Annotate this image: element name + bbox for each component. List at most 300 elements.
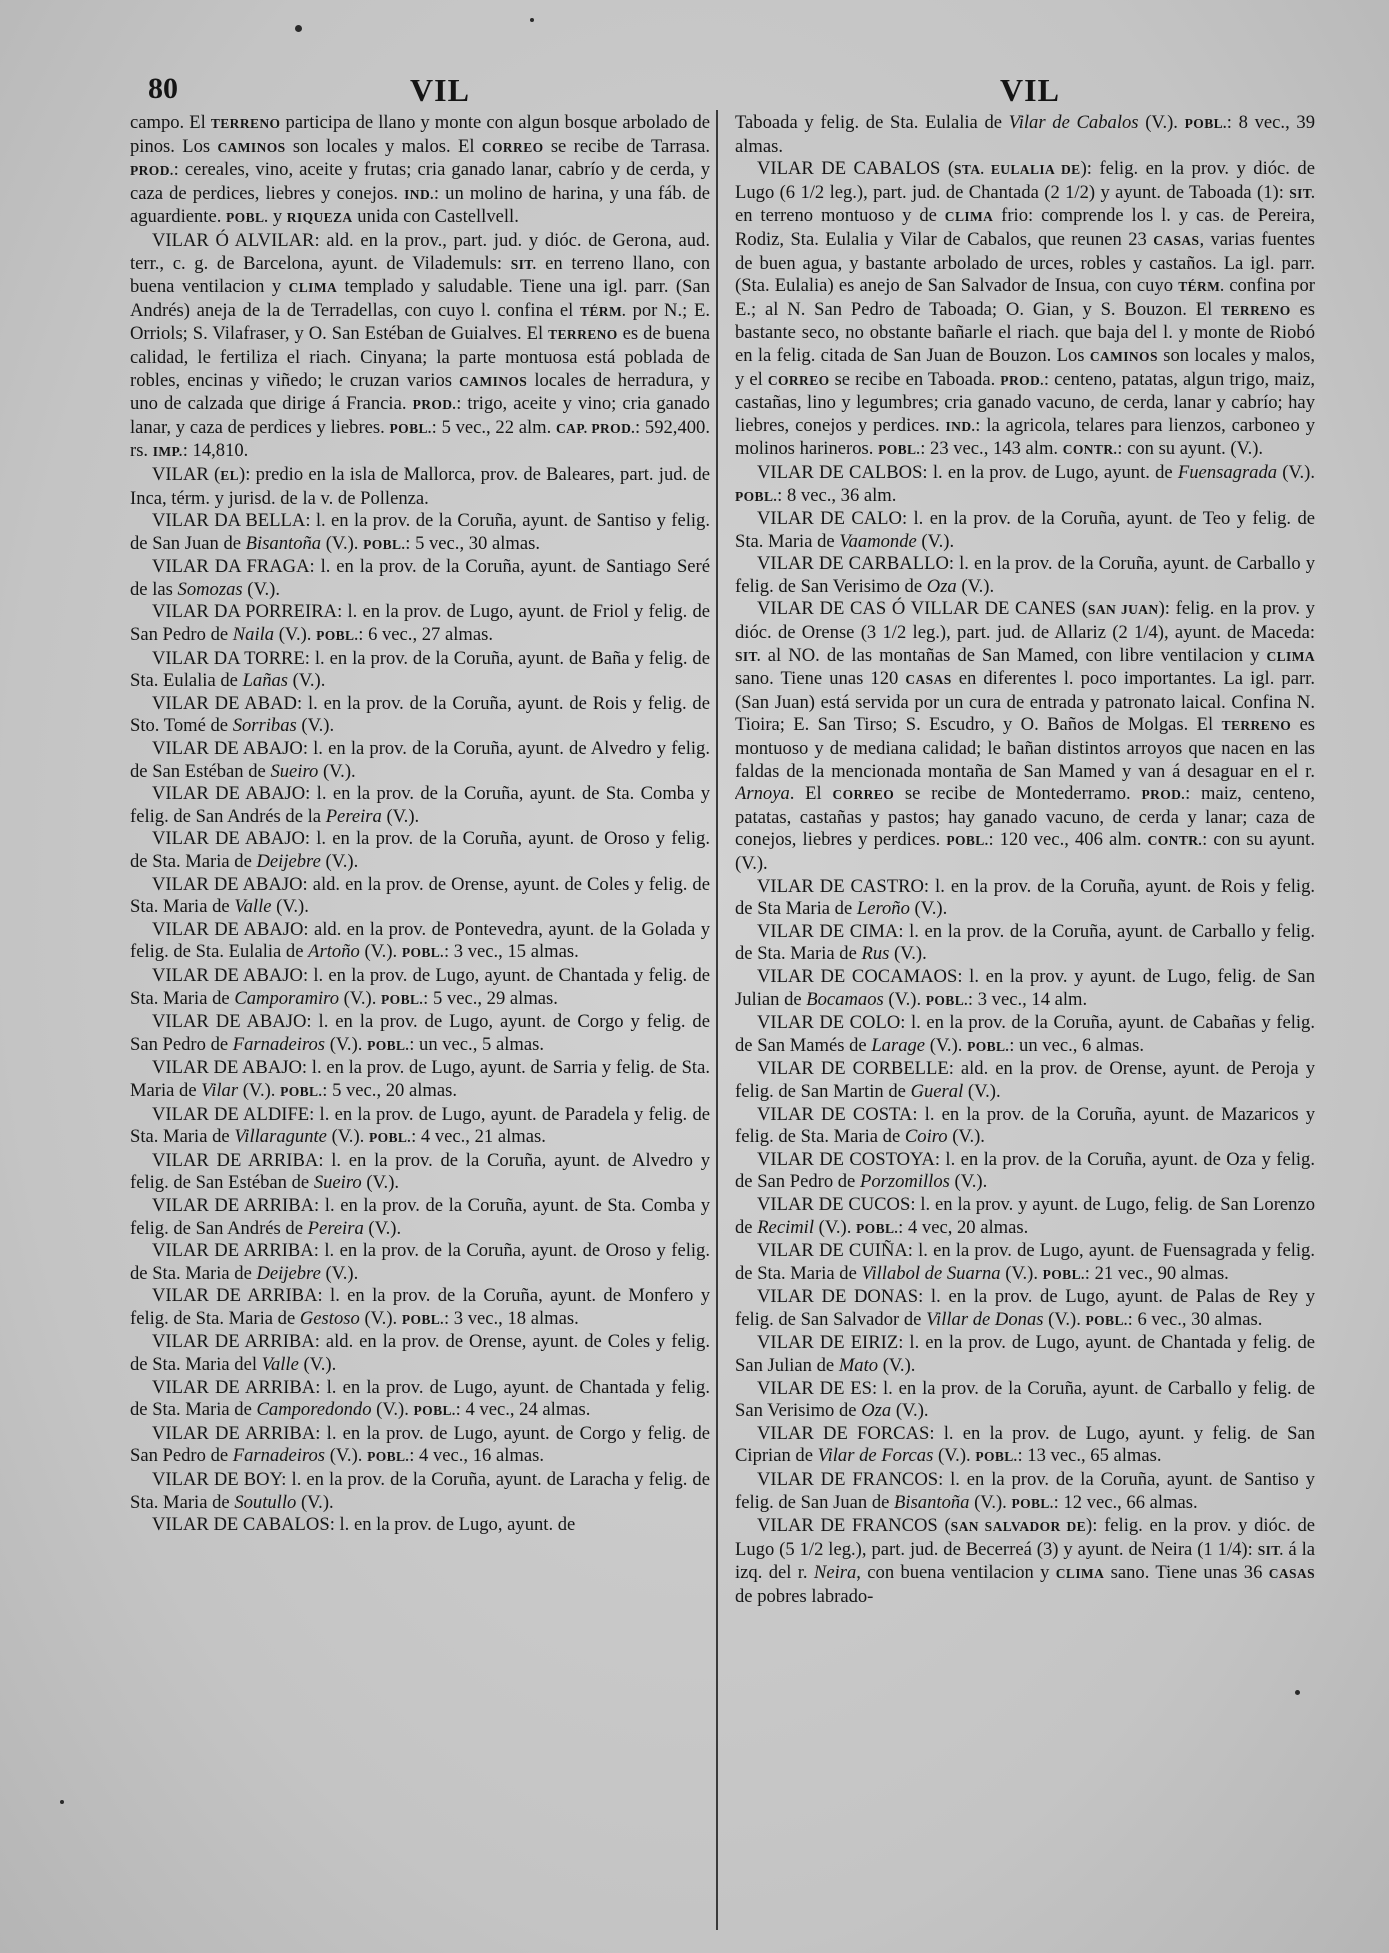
cross-reference: Deijebre xyxy=(256,851,321,872)
entry-text: (V.). xyxy=(1138,112,1185,133)
abbreviation: SAN SALVADOR DE xyxy=(950,1519,1087,1535)
abbreviation: EL xyxy=(220,467,240,483)
dictionary-entry xyxy=(130,1331,710,1376)
cross-reference: Somozas xyxy=(177,578,243,600)
entry-text: : l. en la prov. de la Coruña, ayunt. de Sta. Comba y felig. de San Andrés de la xyxy=(130,783,710,827)
abbreviation: POBL. xyxy=(226,210,269,226)
entry-text: : l. en la prov. de Lugo, ayunt. de xyxy=(329,1514,576,1536)
entry-text: : l. en la prov. de Lugo, ayunt. de Palas de Rey y felig. de San Salvador de xyxy=(735,1286,1315,1330)
cross-reference: Sorribas xyxy=(232,715,297,737)
entry-text: : l. en la prov. de la Coruña, ayunt. de Alvedro y felig. de San Estéban de xyxy=(130,1149,710,1194)
dictionary-entry xyxy=(130,738,710,783)
abbreviation: POBL. xyxy=(1042,1266,1085,1282)
cross-reference: Sueiro xyxy=(313,1172,362,1194)
entry-text: (V.). xyxy=(947,1126,985,1148)
entry-headword: VILAR Ó ALVILAR xyxy=(152,229,315,251)
abbreviation: POBL. xyxy=(1011,1495,1054,1511)
dictionary-entry xyxy=(735,1286,1315,1332)
entry-text: (V.). xyxy=(359,941,402,963)
entry-text: es de buena calidad, le fertiliza el riach. Cinyana; la parte montuosa está poblada de robles, encinas y viñedo; le cruzan varios xyxy=(130,323,710,391)
entry-text: : 21 vec., 90 almas. xyxy=(1084,1262,1229,1284)
entry-headword: VILAR DE COSTOYA xyxy=(757,1148,935,1170)
cross-reference: Larage xyxy=(871,1034,926,1056)
entry-text: (V.). xyxy=(909,898,948,920)
entry-headword: VILAR DE ARRIBA xyxy=(152,1422,316,1444)
entry-text: : l. en la prov. de la Coruña, ayunt. de Santiago Seré de las xyxy=(130,556,710,600)
entry-text: en terreno llano, con buena ventilacion y xyxy=(130,252,710,298)
entry-headword: VILAR DE ARRIBA xyxy=(152,1331,315,1353)
entry-text: , varias fuentes de buen agua, y bastante arbolado de urces, robles y castaños. La igl. parr. (Sta. Eulalia) es anejo de San Salvador de Insua, con cuyo xyxy=(735,228,1315,297)
dictionary-entry xyxy=(735,1332,1315,1377)
entry-headword: VILAR DA TORRE xyxy=(152,647,305,669)
cross-reference: Vilar de Forcas xyxy=(817,1445,934,1467)
entry-text: : un vec., 5 almas. xyxy=(409,1033,544,1055)
entry-text: : ald. en la prov. de Orense, ayunt. de Coles y felig. de Sta. Maria del xyxy=(130,1331,710,1376)
abbreviation: CASAS xyxy=(1268,1566,1315,1582)
entry-text: (V.). xyxy=(296,1491,334,1513)
entry-text: (V.). xyxy=(326,1126,369,1148)
entry-headword: VILAR DE CASTRO xyxy=(757,875,924,897)
entry-text: (V.). xyxy=(320,851,359,872)
entry-text: : l. en la prov. de Lugo, ayunt. y felig. de San Ciprian de xyxy=(735,1422,1315,1467)
entry-text: : 120 vec., 406 alm. xyxy=(988,829,1148,851)
cross-reference: Bisantoña xyxy=(894,1491,970,1513)
abbreviation: POBL. xyxy=(368,1130,412,1146)
entry-headword: VILAR DE EIRIZ xyxy=(757,1332,899,1354)
abbreviation: POBL. xyxy=(367,1449,410,1465)
entry-text: : 14,810. xyxy=(182,440,249,462)
entry-headword: VILAR DE COLO xyxy=(757,1012,901,1034)
abbreviation: POBL. xyxy=(367,1037,410,1053)
entry-headword: VILAR DE DONAS xyxy=(757,1286,919,1308)
entry-headword: VILAR DE ARRIBA xyxy=(152,1149,319,1171)
entry-text: : l. en la prov. de Lugo, ayunt. de Chantada y felig. de Sta. Maria de xyxy=(130,1376,710,1421)
entry-text: (V.). xyxy=(1043,1308,1086,1330)
abbreviation: POBL. xyxy=(967,1038,1010,1054)
abbreviation: PROD. xyxy=(130,163,174,179)
entry-headword: VILAR DE ARRIBA xyxy=(152,1240,314,1262)
entry-text: ): felig. en la prov. y dióc. de Lugo (6 1/2 leg.), part. jud. de Chantada (2 1/2) y ayunt. de Taboada (1): xyxy=(735,158,1315,203)
abbreviation: POBL. xyxy=(381,991,424,1007)
entry-text: : l. en la prov. de la Coruña, ayunt. de Cabañas y felig. de San Mamés de xyxy=(735,1012,1315,1056)
abbreviation: POBL. xyxy=(735,488,778,504)
abbreviation: POBL. xyxy=(946,833,989,849)
entry-text: : 4 vec., 24 almas. xyxy=(455,1399,591,1421)
entry-text: : 6 vec., 27 almas. xyxy=(358,624,494,646)
entry-text: campo. El xyxy=(130,112,211,133)
abbreviation: POBL. xyxy=(401,945,444,961)
cross-reference: Sueiro xyxy=(270,760,319,782)
abbreviation: TERRENO xyxy=(1221,718,1292,734)
abbreviation: CLIMA xyxy=(944,209,994,225)
abbreviation: IND. xyxy=(945,418,976,434)
entry-headword: VILAR DA PORREIRA xyxy=(152,601,338,623)
entry-headword: VILAR DE ABAJO xyxy=(152,964,303,986)
entry-text: (V.). xyxy=(271,896,309,918)
dictionary-entry xyxy=(130,783,710,828)
entry-text: : maiz, centeno, patatas, castañas y pastos; hay ganado vacuno, de cerda y lanar; caza de conejos, liebres y perdices. xyxy=(735,783,1315,851)
abbreviation: PROD. xyxy=(1141,787,1186,803)
entry-text: (V.). xyxy=(889,943,927,965)
entry-headword: VILAR DE ABAJO xyxy=(152,783,306,805)
column-divider xyxy=(716,110,718,1930)
entry-text: : l. en la prov. de Lugo, ayunt. de Chantada y felig. de San Julian de xyxy=(735,1332,1315,1377)
entry-text: : ald. en la prov. de Orense, ayunt. de Coles y felig. de Sta. Maria de xyxy=(130,873,710,918)
entry-headword: VILAR DE ABAJO xyxy=(152,1057,302,1079)
entry-text: : l. en la prov. de la Coruña, ayunt. de Laracha y felig. de Sta. Maria de xyxy=(130,1469,710,1513)
entry-text: ( xyxy=(1076,598,1088,620)
cross-reference: Villabol de Suarna xyxy=(861,1262,1001,1284)
cross-reference: Vilar de Cabalos xyxy=(1008,112,1139,133)
entry-text: : l. en la prov. de Lugo, ayunt. de Fuensagrada y felig. de Sta. Maria de xyxy=(735,1240,1315,1284)
entry-text: : 6 vec., 30 almas. xyxy=(1127,1308,1263,1330)
entry-text: son locales y malos. El xyxy=(285,135,482,157)
entry-text: (V.). xyxy=(274,624,317,646)
entry-text: : cereales, vino, aceite y frutas; cria ganado lanar, cabrío y de cerda, y caza de perdices, liebres y conejos. xyxy=(130,159,710,204)
entry-text: : 8 vec., 36 alm. xyxy=(777,484,897,506)
abbreviation: TÉRM. xyxy=(579,303,626,319)
paper-speck xyxy=(295,25,302,32)
dictionary-entry xyxy=(735,1469,1315,1515)
dictionary-entry xyxy=(735,966,1315,1012)
dictionary-entry xyxy=(130,648,710,693)
abbreviation: CLIMA xyxy=(1055,1566,1105,1582)
entry-headword: VILAR xyxy=(152,463,209,485)
abbreviation: SIT. xyxy=(1289,185,1315,201)
cross-reference: Coiro xyxy=(904,1126,948,1148)
abbreviation: SAN JUAN xyxy=(1087,602,1159,618)
entry-headword: VILAR DE CALO xyxy=(757,508,902,530)
cross-reference: Fuensagrada xyxy=(1177,461,1278,483)
entry-text: : 23 vec., 143 alm. xyxy=(920,438,1063,460)
cross-reference: Bisantoña xyxy=(245,532,322,554)
entry-headword: VILAR DE COCAMAOS xyxy=(757,965,958,987)
entry-text: : 4 vec., 21 almas. xyxy=(411,1126,546,1148)
entry-text: (V.). xyxy=(288,670,326,692)
cross-reference: Oza xyxy=(861,1400,892,1422)
cross-reference: Camporamiro xyxy=(234,987,340,1009)
cross-reference: Lañas xyxy=(242,670,289,692)
entry-headword: VILAR DE COSTA xyxy=(757,1103,913,1125)
dictionary-entry xyxy=(130,1104,710,1150)
entry-headword: VILAR DE ABAJO xyxy=(152,738,303,760)
cross-reference: Mato xyxy=(838,1355,879,1377)
abbreviation: CONTR. xyxy=(1147,833,1203,849)
dictionary-entry xyxy=(130,464,710,510)
entry-headword: VILAR DE CUCOS xyxy=(757,1193,911,1215)
entry-text: : l. en la prov. de la Coruña, ayunt. de Sta. Comba y felig. de San Andrés de xyxy=(130,1194,710,1239)
entry-headword: VILAR DE FRANCOS xyxy=(757,1469,939,1491)
entry-text: ): predio en la isla de Mallorca, prov. de Baleares, part. jud. de Inca, térm. y jurisd. de la v. de Pollenza. xyxy=(130,463,710,509)
entry-text: : 4 vec., 16 almas. xyxy=(409,1445,544,1467)
cross-reference: Recimil xyxy=(757,1216,814,1238)
entry-text: (V.). xyxy=(925,1034,968,1056)
dictionary-entry xyxy=(130,1240,710,1285)
dictionary-entry xyxy=(130,693,710,738)
entry-text: : l. en la prov. de la Coruña, ayunt. de Rois y felig. de Sto. Tomé de xyxy=(130,692,710,737)
entry-text: ): felig. en la prov. y dióc. de Orense (3 1/2 leg.), part. jud. de Allariz (2 1/4), ayunt. de Maceda: xyxy=(735,598,1315,644)
paper-speck xyxy=(60,1800,64,1804)
abbreviation: TERRENO xyxy=(210,116,281,131)
entry-headword: VILAR DE FORCAS xyxy=(757,1422,930,1444)
entry-text: sano. Tiene unas 36 xyxy=(1104,1562,1269,1584)
entry-text: : l. en la prov. de la Coruña, ayunt. de Teo y felig. de Sta. Maria de xyxy=(735,508,1315,552)
entry-text: (V.). xyxy=(878,1355,916,1377)
entry-text: ): felig. en la prov. y dióc. de Lugo (5 1/2 leg.), part. jud. de Becerreá (3) y ayunt. de Neira (1 1/4): xyxy=(735,1515,1315,1560)
abbreviation: CORREO xyxy=(481,139,544,155)
dictionary-entry xyxy=(130,919,710,965)
entry-text: : l. en la prov. y ayunt. de Lugo, felig. de San Julian de xyxy=(735,965,1315,1010)
dictionary-entry xyxy=(735,1515,1315,1608)
abbreviation: TERRENO xyxy=(1221,302,1291,318)
paper-speck xyxy=(1295,1690,1300,1695)
abbreviation: POBL. xyxy=(856,1220,899,1236)
entry-text: (V.). xyxy=(963,1080,1001,1102)
dictionary-entry xyxy=(735,1058,1315,1103)
abbreviation: STA. EULALIA DE xyxy=(954,162,1081,178)
abbreviation: IND. xyxy=(404,186,434,202)
entry-text: (V.). xyxy=(933,1445,976,1467)
entry-text: (V.). xyxy=(814,1216,857,1238)
right-column xyxy=(735,112,1315,1927)
entry-text: : trigo, aceite y vino; cria ganado lanar, y caza de perdices y liebres. xyxy=(130,393,710,438)
cross-reference: Deijebre xyxy=(256,1262,321,1284)
entry-text: : 5 vec., 30 almas. xyxy=(405,532,541,554)
entry-text: se recibe en Taboada. xyxy=(829,368,1001,390)
abbreviation: TÉRM. xyxy=(1178,279,1225,295)
running-head-left: VIL xyxy=(410,72,470,108)
entry-continuation xyxy=(130,112,710,230)
cross-reference: Farnadeiros xyxy=(232,1445,326,1467)
cross-reference: Pereira xyxy=(325,805,382,827)
page-header xyxy=(0,72,1389,112)
dictionary-entry xyxy=(735,553,1315,598)
entry-text: locales de herradura, y uno de calzada que dirige á Francia. xyxy=(130,369,710,415)
entry-text: (V.). xyxy=(883,988,926,1010)
abbreviation: CAP. PROD. xyxy=(556,420,635,436)
dictionary-entry xyxy=(735,1149,1315,1194)
entry-headword: VILAR DE BOY xyxy=(152,1469,282,1491)
abbreviation: SIT. xyxy=(1257,1542,1284,1558)
entry-headword: VILAR DE CIMA xyxy=(757,920,899,942)
entry-headword: VILAR DA BELLA xyxy=(152,510,306,532)
entry-text: : l. en la prov. de Lugo, ayunt. de Corgo y felig. de San Pedro de xyxy=(130,1011,710,1055)
entry-text: en diferentes l. poco importantes. La igl. parr. (San Juan) está servida por un cura de entrada y patronato laical. Confina N. Tioira; E. San Tirso; S. Escudro, y O. Baños de Molgas. El xyxy=(735,668,1315,736)
abbreviation: PROD. xyxy=(412,397,457,413)
entry-text: : l. en la prov. de la Coruña, ayunt. de Monfero y felig. de Sta. Maria de xyxy=(130,1285,710,1329)
abbreviation: CASAS xyxy=(905,672,952,688)
dictionary-entry xyxy=(130,1285,710,1331)
abbreviation: POBL. xyxy=(975,1449,1018,1465)
entry-text: son locales y malos, y el xyxy=(735,344,1315,390)
entry-text: se recibe de Tarrasa. xyxy=(543,135,710,157)
cross-reference: Oza xyxy=(926,575,957,597)
abbreviation: PROD. xyxy=(1000,372,1044,388)
entry-text: : 12 vec., 66 almas. xyxy=(1053,1491,1198,1513)
dictionary-entry xyxy=(130,601,710,647)
entry-text: templado y saludable. Tiene una igl. parr. (San Andrés) aneja de la de Terradellas, con cuyo l. confina el xyxy=(130,276,710,321)
abbreviation: CLIMA xyxy=(288,280,338,296)
entry-text: ( xyxy=(940,158,955,180)
entry-text: : ald. en la prov. de Orense, ayunt. de Peroja y felig. de San Martin de xyxy=(735,1058,1315,1102)
cross-reference: Vaamonde xyxy=(839,530,917,552)
abbreviation: CORREO xyxy=(832,787,895,803)
cross-reference: Farnadeiros xyxy=(232,1033,326,1055)
dictionary-entry xyxy=(130,1011,710,1057)
entry-text: participa de llano y monte con algun bosque arbolado de pinos. Los xyxy=(130,112,710,157)
cross-reference: Valle xyxy=(234,896,272,918)
abbreviation: CLIMA xyxy=(1266,648,1315,664)
entry-text: de pobres labrado- xyxy=(735,1586,874,1607)
entry-text: se recibe de Montederramo. xyxy=(894,783,1142,805)
entry-text: (V.). xyxy=(298,1354,337,1376)
abbreviation: POBL. xyxy=(1184,116,1227,131)
dictionary-entry xyxy=(130,874,710,919)
entry-text: : un molino de harina, y una fáb. de aguardiente. xyxy=(130,182,710,228)
abbreviation: POBL. xyxy=(401,1311,444,1327)
entry-text: (V.). xyxy=(242,578,280,600)
abbreviation: CORREO xyxy=(767,372,830,388)
entry-text: frio: comprende los l. y cas. de Pereira, Rodiz, Sta. Eulalia y Vilar de Cabalos, que reunen 23 xyxy=(735,205,1315,250)
entry-text: : 3 vec., 15 almas. xyxy=(443,941,579,963)
entry-headword: VILAR DE CALBOS xyxy=(757,461,923,483)
dictionary-entry xyxy=(130,510,710,556)
entry-text: (V.). xyxy=(359,1307,402,1329)
abbreviation: POBL. xyxy=(1085,1312,1128,1328)
cross-reference: Villar de Donas xyxy=(926,1308,1044,1330)
entry-text: : 4 vec, 20 almas. xyxy=(898,1216,1029,1238)
entry-text: : l. en la prov. de la Coruña, ayunt. de Carballo y felig. de San Verisimo de xyxy=(735,553,1315,597)
dictionary-entry xyxy=(735,1240,1315,1286)
dictionary-entry xyxy=(130,1514,710,1537)
cross-reference: Gestoso xyxy=(299,1307,360,1329)
entry-text: : l. en la prov. de la Coruña, ayunt. de Oroso y felig. de Sta. Maria de xyxy=(130,1240,710,1284)
dictionary-entry xyxy=(130,1469,710,1514)
entry-text: (V.). xyxy=(381,805,420,827)
entry-text: (V.). xyxy=(339,987,382,1009)
entry-text: : con su ayunt. (V.). xyxy=(1117,438,1264,460)
entry-text: y xyxy=(268,206,287,228)
entry-text: : 3 vec., 14 alm. xyxy=(967,988,1088,1010)
entry-text: (V.). xyxy=(1277,461,1315,483)
entry-headword: VILAR DE ARRIBA xyxy=(152,1194,315,1216)
entry-text: (V.). xyxy=(969,1491,1012,1513)
entry-text: (V.). xyxy=(296,715,335,737)
entry-text: (V.). xyxy=(949,1171,988,1193)
entry-text: : l. en la prov. de la Coruña, ayunt. de Rois y felig. de Sta Maria de xyxy=(735,875,1315,920)
dictionary-entry xyxy=(735,598,1315,875)
abbreviation: IMP. xyxy=(152,444,183,460)
entry-text: : la agricola, telares para lienzos, carboneo y molinos harineros. xyxy=(735,414,1315,460)
entry-headword: VILAR DE ABAJO xyxy=(152,1011,307,1033)
entry-headword: VILAR DE ARRIBA xyxy=(152,1376,316,1398)
abbreviation: POBL. xyxy=(413,1403,456,1419)
entry-text: : 5 vec., 22 alm. xyxy=(431,416,557,438)
abbreviation: CASAS xyxy=(1153,232,1200,248)
cross-reference: Neira xyxy=(813,1562,857,1584)
cross-reference: Artoño xyxy=(308,941,360,963)
entry-text: : 592,400. rs. xyxy=(130,416,710,462)
dictionary-entry xyxy=(735,1194,1315,1240)
abbreviation: POBL. xyxy=(389,420,432,436)
entry-text: , con buena ventilacion y xyxy=(856,1562,1056,1584)
entry-text: (V.). xyxy=(1000,1262,1043,1284)
cross-reference: Leroño xyxy=(856,898,910,920)
dictionary-entry xyxy=(130,1423,710,1469)
dictionary-entry xyxy=(735,921,1315,966)
dictionary-entry xyxy=(735,1423,1315,1469)
entry-text: : 5 vec., 20 almas. xyxy=(322,1079,458,1101)
entry-text: : l. en la prov. de la Coruña, ayunt. de Baña y felig. de Sta. Eulalia de xyxy=(130,647,710,692)
entry-headword: VILAR DE ES xyxy=(757,1377,872,1399)
cross-reference: Valle xyxy=(261,1354,299,1376)
entry-text: : centeno, patatas, algun trigo, maiz, castañas, lino y legumbres; cria ganado vacuno, de cerda, lanar y cabrío; hay liebres, conejos y perdices. xyxy=(735,368,1315,436)
entry-headword: VILAR DE CABALOS xyxy=(152,1514,330,1536)
cross-reference: Arnoya xyxy=(735,783,790,805)
entry-text: (V.). xyxy=(321,532,364,554)
dictionary-entry xyxy=(735,876,1315,921)
entry-text: : l. en la prov. de Lugo, ayunt. de Sarria y felig. de Sta. Maria de xyxy=(130,1057,710,1101)
paper-speck xyxy=(530,18,534,22)
entry-text: : l. en la prov. de la Coruña, ayunt. de Mazaricos y felig. de Sta. Maria de xyxy=(735,1103,1315,1148)
entry-headword: VILAR DE ABAJO xyxy=(152,873,303,895)
entry-text: (V.). xyxy=(325,1033,368,1055)
entry-text: . El xyxy=(789,783,833,805)
entry-text: ( xyxy=(208,463,221,485)
dictionary-entry xyxy=(130,1150,710,1195)
abbreviation: CAMINOS xyxy=(1089,348,1158,364)
entry-headword: VILAR DE CAS Ó VILLAR DE CANES xyxy=(757,598,1077,620)
entry-text: : con su ayunt. (V.). xyxy=(735,829,1315,874)
abbreviation: SIT. xyxy=(735,648,761,664)
entry-text: : l. en la prov. de la Coruña, ayunt. de Santiso y felig. de San Juan de xyxy=(130,510,710,554)
abbreviation: POBL. xyxy=(878,442,921,458)
entry-text: en terreno montuoso y de xyxy=(735,205,945,227)
entry-headword: VILAR DE ABAD xyxy=(152,692,297,714)
entry-text: : l. en la prov. de Lugo, ayunt. de Corgo y felig. de San Pedro de xyxy=(130,1422,710,1467)
entry-text: : l. en la prov. de la Coruña, ayunt. de Santiso y felig. de San Juan de xyxy=(735,1469,1315,1513)
entry-text: : 3 vec., 18 almas. xyxy=(443,1307,579,1329)
entry-text: al NO. de las montañas de San Mamed, con libre ventilacion y xyxy=(760,644,1267,666)
entry-text: : ald. en la prov., part. jud. y dióc. de Gerona, aud. terr., c. g. de Barcelona, ayunt. de Vilademuls: xyxy=(130,229,710,274)
dictionary-entry xyxy=(735,508,1315,553)
entry-headword: VILAR DE ALDIFE xyxy=(152,1103,310,1125)
abbreviation: TERRENO xyxy=(548,327,618,343)
entry-text: (V.). xyxy=(361,1172,400,1194)
cross-reference: Rus xyxy=(861,943,890,965)
entry-text: (V.). xyxy=(891,1400,929,1422)
cross-reference: Pereira xyxy=(307,1217,364,1239)
dictionary-entry xyxy=(130,1057,710,1103)
entry-text: : l. en la prov. de Lugo, ayunt. de Chantada y felig. de Sta. Maria de xyxy=(130,964,710,1009)
dictionary-entry xyxy=(130,828,710,873)
dictionary-entry xyxy=(735,158,1315,462)
abbreviation: CONTR. xyxy=(1062,442,1118,458)
dictionary-entry xyxy=(735,1378,1315,1423)
cross-reference: Camporedondo xyxy=(256,1399,372,1421)
entry-text: Taboada y felig. de Sta. Eulalia de xyxy=(735,112,1009,133)
entry-headword: VILAR DE ABAJO xyxy=(152,828,305,850)
dictionary-entry xyxy=(735,1012,1315,1058)
page-number: 80 xyxy=(148,72,178,105)
dictionary-entry xyxy=(130,965,710,1011)
abbreviation: POBL. xyxy=(363,536,406,552)
cross-reference: Gueral xyxy=(910,1080,964,1102)
entry-text: (V.). xyxy=(238,1079,281,1101)
dictionary-entry xyxy=(130,1377,710,1423)
entry-text: sano. Tiene unas 120 xyxy=(735,668,906,690)
entry-text: (V.). xyxy=(363,1217,402,1239)
